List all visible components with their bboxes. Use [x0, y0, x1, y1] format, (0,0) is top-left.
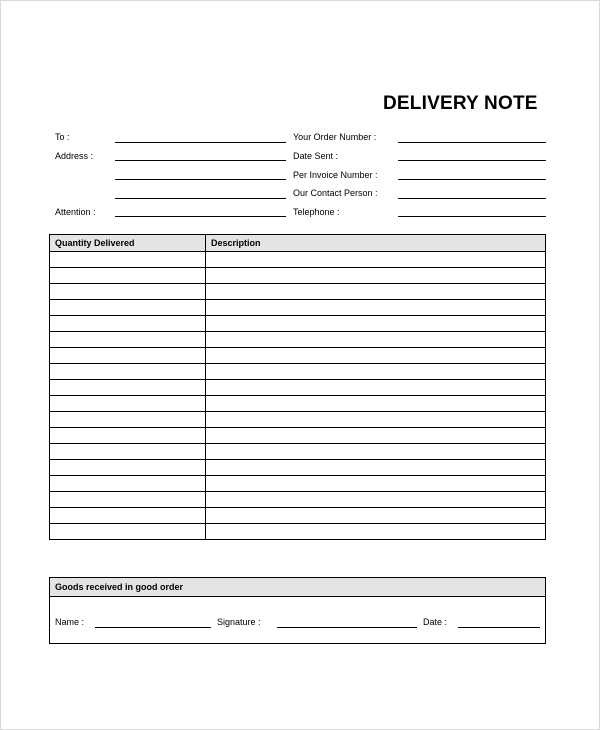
table-row [50, 300, 546, 316]
items-table [49, 234, 546, 540]
description-cell[interactable] [206, 476, 546, 492]
date-sent-field[interactable] [398, 160, 546, 161]
table-row [50, 380, 546, 396]
description-cell[interactable] [206, 332, 546, 348]
quantity-cell[interactable] [50, 348, 206, 364]
table-row [50, 348, 546, 364]
order-number-label: Your Order Number : [293, 132, 377, 142]
telephone-label: Telephone : [293, 207, 340, 217]
quantity-cell[interactable] [50, 364, 206, 380]
goods-received-section [49, 577, 546, 644]
table-row [50, 396, 546, 412]
document-title: DELIVERY NOTE [383, 93, 538, 114]
description-cell[interactable] [206, 364, 546, 380]
table-row [50, 412, 546, 428]
date-sent-label: Date Sent : [293, 151, 339, 161]
table-row [50, 284, 546, 300]
quantity-cell[interactable] [50, 332, 206, 348]
contact-person-label: Our Contact Person : [293, 188, 378, 198]
table-row [50, 508, 546, 524]
description-cell[interactable] [206, 284, 546, 300]
signature-label: Signature : [217, 617, 261, 627]
description-cell[interactable] [206, 492, 546, 508]
name-label: Name : [55, 617, 85, 627]
attention-field[interactable] [115, 216, 286, 217]
quantity-cell[interactable] [50, 396, 206, 412]
quantity-cell[interactable] [50, 252, 206, 268]
signature-field[interactable] [277, 627, 417, 628]
quantity-cell[interactable] [50, 284, 206, 300]
invoice-number-label: Per Invoice Number : [293, 170, 378, 180]
table-row [50, 316, 546, 332]
address-label: Address : [55, 151, 94, 161]
quantity-cell[interactable] [50, 492, 206, 508]
to-label: To : [55, 132, 70, 142]
date-field[interactable] [458, 627, 540, 628]
to-field[interactable] [115, 142, 286, 143]
address-field-line-3[interactable] [115, 198, 286, 199]
description-header: Description [206, 235, 546, 252]
quantity-cell[interactable] [50, 412, 206, 428]
address-field-line-1[interactable] [115, 160, 286, 161]
name-field[interactable] [95, 627, 211, 628]
quantity-cell[interactable] [50, 316, 206, 332]
attention-label: Attention : [55, 207, 96, 217]
quantity-cell[interactable] [50, 428, 206, 444]
description-cell[interactable] [206, 428, 546, 444]
table-row [50, 492, 546, 508]
description-cell[interactable] [206, 300, 546, 316]
date-label: Date : [423, 617, 448, 627]
table-row [50, 476, 546, 492]
table-row [50, 428, 546, 444]
telephone-field[interactable] [398, 216, 546, 217]
description-cell[interactable] [206, 412, 546, 428]
quantity-cell[interactable] [50, 476, 206, 492]
quantity-cell[interactable] [50, 268, 206, 284]
table-header-row [50, 235, 546, 252]
quantity-cell[interactable] [50, 444, 206, 460]
quantity-cell[interactable] [50, 508, 206, 524]
address-field-line-2[interactable] [115, 179, 286, 180]
items-table-body [50, 252, 546, 540]
description-cell[interactable] [206, 316, 546, 332]
table-row [50, 332, 546, 348]
description-cell[interactable] [206, 396, 546, 412]
quantity-delivered-header: Quantity Delivered [50, 235, 206, 252]
table-row [50, 268, 546, 284]
description-cell[interactable] [206, 268, 546, 284]
table-row [50, 524, 546, 540]
quantity-cell[interactable] [50, 380, 206, 396]
table-row [50, 364, 546, 380]
description-cell[interactable] [206, 380, 546, 396]
quantity-cell[interactable] [50, 524, 206, 540]
description-cell[interactable] [206, 524, 546, 540]
quantity-cell[interactable] [50, 300, 206, 316]
goods-received-heading: Goods received in good order [50, 578, 545, 597]
description-cell[interactable] [206, 348, 546, 364]
table-row [50, 252, 546, 268]
description-cell[interactable] [206, 444, 546, 460]
contact-person-field[interactable] [398, 198, 546, 199]
invoice-number-field[interactable] [398, 179, 546, 180]
description-cell[interactable] [206, 252, 546, 268]
description-cell[interactable] [206, 460, 546, 476]
table-row [50, 460, 546, 476]
description-cell[interactable] [206, 508, 546, 524]
quantity-cell[interactable] [50, 460, 206, 476]
order-number-field[interactable] [398, 142, 546, 143]
table-row [50, 444, 546, 460]
